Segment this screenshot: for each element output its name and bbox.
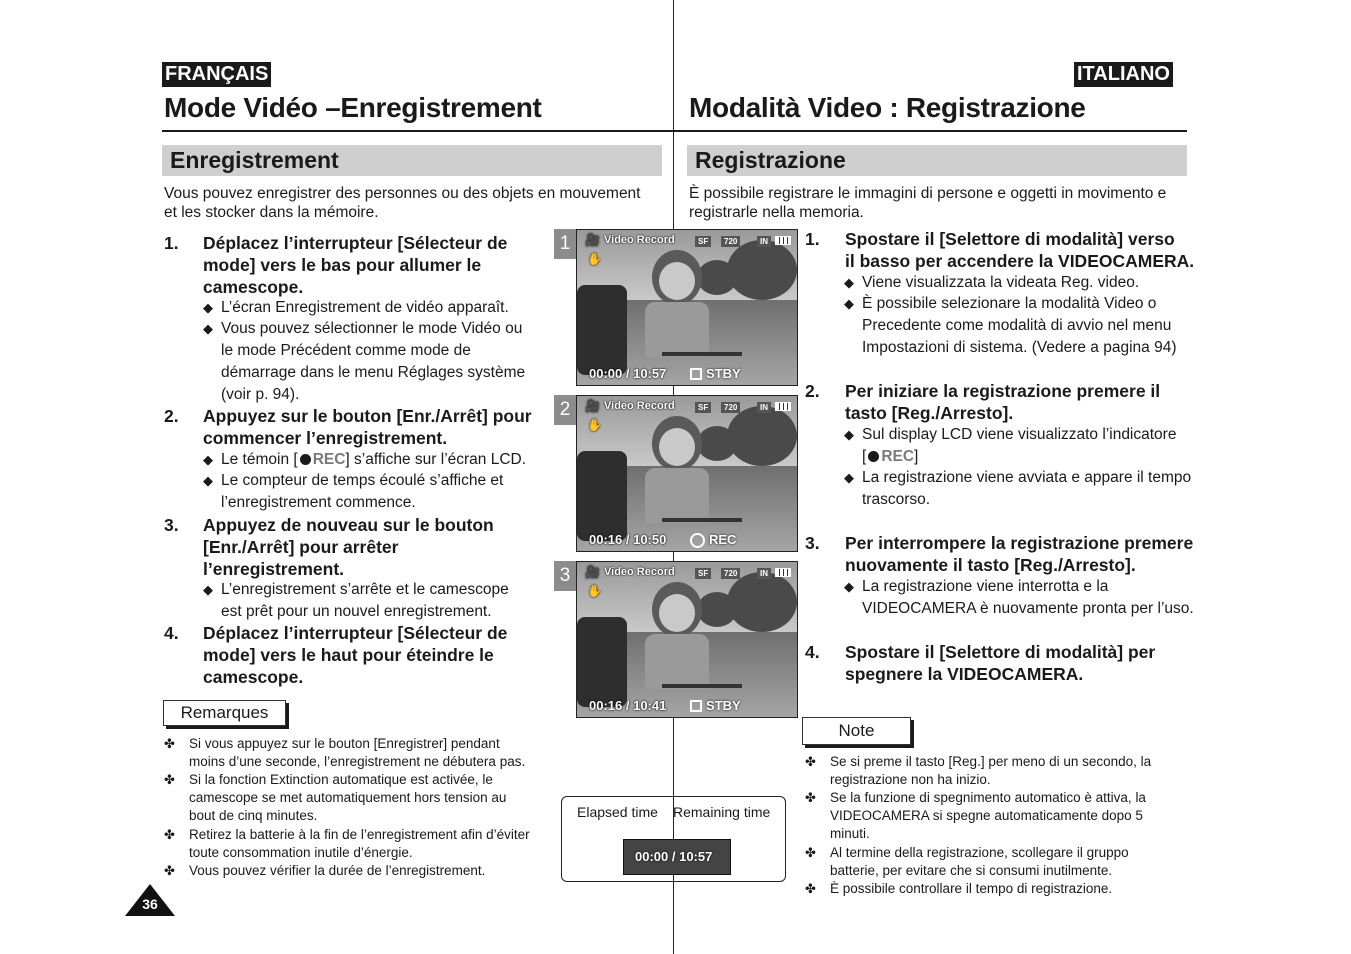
intro-line: et les stocker dans la mémoire. [164, 204, 379, 221]
video-camera-icon: 🎥 [585, 233, 600, 247]
lcd-screen [576, 229, 798, 386]
rec-dot-icon [868, 451, 879, 462]
step-text: Déplacez l’interrupteur [Sélecteur de mode] vers le bas pour allumer le camescope. [203, 233, 508, 297]
intro-text-fr [164, 184, 641, 222]
resolution-badge: 720 [721, 568, 740, 579]
language-tag-fr: FRANÇAIS [162, 62, 271, 87]
cross-note-icon: ✤ [164, 772, 175, 787]
section-heading-fr: Enregistrement [162, 145, 662, 176]
language-tag-it: ITALIANO [1074, 62, 1173, 87]
lcd-screen [576, 561, 798, 718]
diamond-bullet-icon: ◆ [203, 582, 213, 597]
cross-note-icon: ✤ [164, 827, 175, 842]
diamond-bullet-icon: ◆ [844, 296, 854, 311]
anti-shake-hand-icon: ✋ [587, 418, 602, 432]
cross-note-icon: ✤ [805, 881, 816, 896]
status-label: STBY [706, 366, 741, 381]
step-number: 1. [805, 229, 820, 249]
step-text: Appuyez sur le bouton [Enr./Arrêt] pour commencer l’enregistrement. [203, 406, 532, 448]
battery-icon [775, 236, 791, 245]
anti-shake-hand-icon: ✋ [587, 584, 602, 598]
lcd-screen [576, 395, 798, 552]
time-readout: 00:16 / 10:41 [589, 698, 667, 713]
intro-line: Vous pouvez enregistrer des personnes ou des objets en mouvement [164, 185, 641, 202]
intro-line: È possibile registrare le immagini di persone e oggetti in movimento e [689, 185, 1167, 202]
memory-badge: IN [757, 236, 771, 247]
diamond-bullet-icon: ◆ [203, 452, 213, 467]
mode-label: Video Record [604, 566, 675, 578]
battery-icon [775, 402, 791, 411]
intro-line: registrarle nella memoria. [689, 204, 864, 221]
title-rule-it [674, 130, 1187, 132]
time-readout: 00:16 / 10:50 [589, 532, 667, 547]
diamond-bullet-icon: ◆ [203, 473, 213, 488]
screen-number: 2 [554, 395, 576, 425]
sf-badge: SF [695, 236, 711, 247]
diamond-bullet-icon: ◆ [203, 300, 213, 315]
step-text: Spostare il [Selettore di modalità] per spegnere la VIDEOCAMERA. [845, 642, 1156, 684]
step-text: Per iniziare la registrazione premere il tasto [Reg./Arresto]. [845, 381, 1161, 423]
video-camera-icon: 🎥 [585, 399, 600, 413]
rec-dot-icon [300, 454, 311, 465]
section-heading-it: Registrazione [687, 145, 1187, 176]
screen-number: 1 [554, 229, 576, 259]
notes-label-it: Note [802, 717, 911, 745]
diamond-bullet-icon: ◆ [203, 321, 213, 336]
cross-note-icon: ✤ [805, 845, 816, 860]
diamond-bullet-icon: ◆ [844, 427, 854, 442]
resolution-badge: 720 [721, 236, 740, 247]
mode-label: Video Record [604, 234, 675, 246]
step-number: 3. [164, 515, 179, 535]
step-text: Spostare il [Selettore di modalità] verso il basso per accendere la VIDEOCAMERA. [845, 229, 1195, 271]
cross-note-icon: ✤ [805, 790, 816, 805]
video-camera-icon: 🎥 [585, 565, 600, 579]
title-rule-fr [162, 130, 674, 132]
remaining-time-label: Remaining time [673, 804, 771, 820]
page-title-it: Modalità Video : Registrazione [689, 92, 1086, 123]
step-number: 2. [805, 381, 820, 401]
sf-badge: SF [695, 402, 711, 413]
memory-badge: IN [757, 568, 771, 579]
cross-note-icon: ✤ [164, 736, 175, 751]
stby-icon [690, 700, 702, 712]
elapsed-time-label: Elapsed time [577, 804, 658, 820]
anti-shake-hand-icon: ✋ [587, 252, 602, 266]
step-number: 1. [164, 233, 179, 253]
step-number: 4. [805, 642, 820, 662]
step-text: Per interrompere la registrazione premere nuovamente il tasto [Reg./Arresto]. [845, 533, 1194, 575]
diamond-bullet-icon: ◆ [844, 579, 854, 594]
resolution-badge: 720 [721, 402, 740, 413]
status-label: STBY [706, 698, 741, 713]
time-readout: 00:00 / 10:57 [589, 366, 667, 381]
step-number: 3. [805, 533, 820, 553]
cross-note-icon: ✤ [164, 863, 175, 878]
page-title-fr: Mode Vidéo –Enregistrement [164, 92, 542, 123]
page-number: 36 [142, 896, 158, 912]
step-text: Déplacez l’interrupteur [Sélecteur de mode] vers le haut pour éteindre le camescope. [203, 623, 508, 687]
cross-note-icon: ✤ [805, 754, 816, 769]
mode-label: Video Record [604, 400, 675, 412]
battery-icon [775, 568, 791, 577]
stby-icon [690, 368, 702, 380]
intro-text-it [689, 184, 1166, 222]
diamond-bullet-icon: ◆ [844, 470, 854, 485]
status-label: REC [709, 532, 737, 547]
screen-number: 3 [554, 561, 576, 591]
step-number: 2. [164, 406, 179, 426]
step-number: 4. [164, 623, 179, 643]
step-text: Appuyez de nouveau sur le bouton [Enr./Arrêt] pour arrêter l’enregistrement. [203, 515, 494, 579]
notes-label-fr: Remarques [163, 700, 286, 726]
diamond-bullet-icon: ◆ [844, 275, 854, 290]
time-readout-sample [623, 839, 731, 875]
memory-badge: IN [757, 402, 771, 413]
sf-badge: SF [695, 568, 711, 579]
time-legend-box [561, 796, 786, 882]
time-readout: 00:00 / 10:57 [635, 849, 713, 864]
rec-circle-icon [690, 533, 705, 548]
